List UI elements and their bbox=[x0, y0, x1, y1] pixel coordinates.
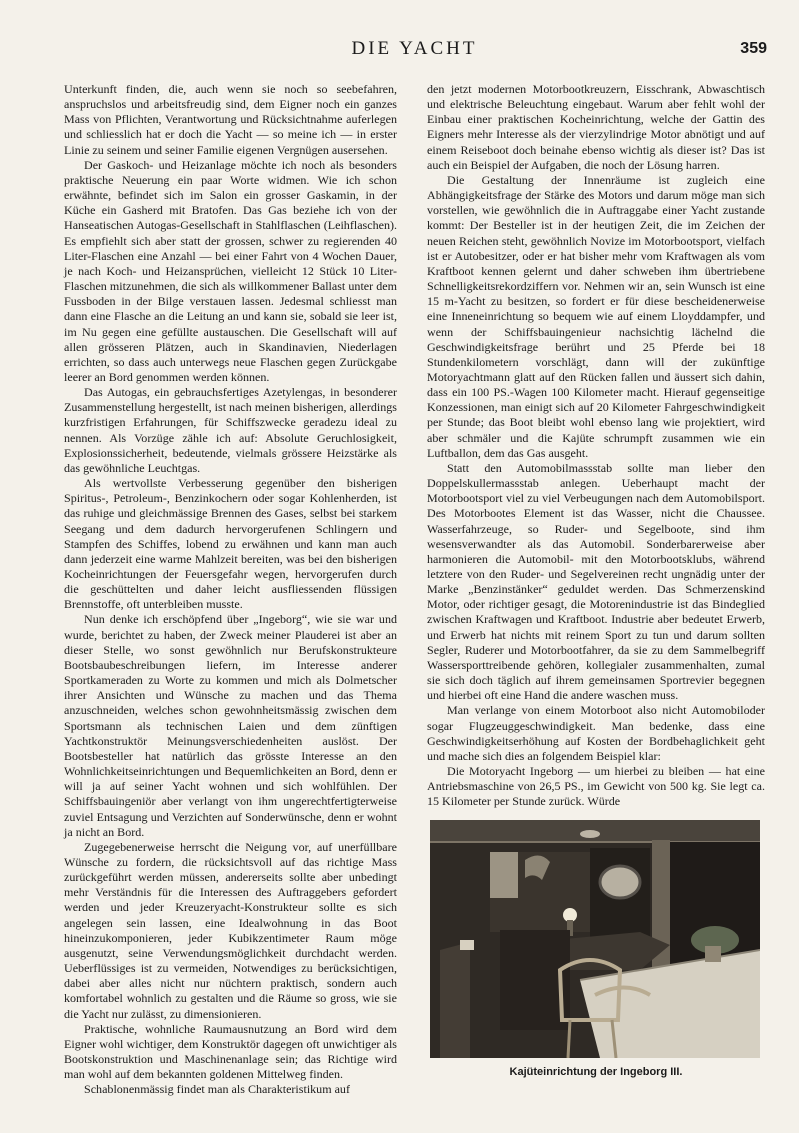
running-header bbox=[62, 38, 767, 66]
paragraph: Als wertvollste Verbesserung gegenüber den bisherigen Spiritus-, Petroleum-, Benzinkochern oder sogar Kohlenherden, ist das ruhige und gleichmässige Brennen des Gases, selbst bei starkem Seegang und dem dadurch hervorgerufenen Schlingern und Stampfen des Schiffes, lobend zu erwähnen und kann man auch dann jederzeit eine warme Mahlzeit bereiten, was bei den bisherigen Kocheinrichtungen der Feuersgefahr wegen, hervorgerufen durch die geschüttelten und daher leicht ausfliessenden flüssigen Brennstoffe, oft unterbleiben musste. bbox=[64, 476, 397, 612]
paragraph: Man verlange von einem Motorboot also nicht Automobiloder sogar Flugzeuggeschwindigkeit. Man bedenke, dass eine Geschwindigkeitserhöhung auf Kosten der Bordbehaglichkeit geht und mache sich dies an folgendem Beispiel klar: bbox=[427, 703, 765, 763]
paragraph: Die Motoryacht Ingeborg — um hierbei zu bleiben — hat eine Antriebsmaschine von 26,5 PS., im Gewicht von 500 kg. Sie legt ca. 15 Kilometer per Stunde zurück. Würde bbox=[427, 764, 765, 809]
paragraph: Der Gaskoch- und Heizanlage möchte ich noch als besonders praktische Neuerung ein paar Worte widmen. Wie ich schon erwähnte, befindet sich im Salon ein grosser Gaskamin, in der Küche ein Gasherd mit Bratofen. Das Gas beziehe ich von der Hanseatischen Autogas-Gesellschaft in Stahlflaschen (Leihflaschen). Es empfiehlt sich aber statt der grossen, schwer zu regierenden 40 Liter-Flaschen eine Anzahl — bei einer Fahrt von 4 Wochen Dauer, je nach Koch- und Heizansprüchen, vielleicht 12 Stück 10 Liter-Flaschen mitzunehmen, die sich als willkommener Ballast unter dem Fussboden in der Bilge verstauen lassen. Jedesmal schliesst man dann eine Flasche an die Leitung an und kann sie, sobald sie leer ist, im Nu gegen eine gefüllte austauschen. Die Gesellschaft will auf allen grösseren Plätzen, auch in Skandinavien, Niederlagen errichten, so dass auch unterwegs neue Flaschen gegen Zurückgabe leerer an Bord genommen werden können. bbox=[64, 157, 397, 384]
paragraph: Praktische, wohnliche Raumausnutzung an Bord wird dem Eigner wohl wichtiger, dem Konstruktör dagegen oft unwichtiger als Bootskonstruktion und Maschinenanlage sein; das Richtige wird man wohl auf dem bekannten goldenen Mittelweg finden. bbox=[64, 1021, 397, 1082]
paragraph: Zugegebenerweise herrscht die Neigung vor, auf unerfüllbare Wünsche zu fordern, die rücksichtsvoll auf das richtige Mass zurückgeführt werden müssen, andererseits sollte aber unbedingt mehr Verständnis für die Interessen des Auftraggebers gefordert werden und jeder Kreuzeryacht-Konstrukteur sollte es sich angelegen sein lassen, eine Idealwohnung in das Boot hineinzukomponieren, jeder Kubikzentimeter Raum möge ausgenutzt, seine Verwendungsmöglichkeit durchdacht werden. Ueberflüssiges ist zu vermeiden, Notwendiges zu berücksichtigen, dabei aber alles nicht nur nüchtern praktisch, sondern auch komfortabel wohnlich zu gestalten und die Räume so gross, wie sie die Yacht nur zulässt, zu dimensionieren. bbox=[64, 839, 397, 1021]
paragraph: Das Autogas, ein gebrauchsfertiges Azetylengas, in besonderer Zusammenstellung hergestellt, ist nach meinen bisherigen, allerdings kurzfristigen Erfahrungen, für Schiffszwecke geradezu ideal zu nennen. Als Vorzüge zähle ich auf: Absolute Geruchlosigkeit, Explosionssicherheit, bedeutende, vielmals grössere Heizstärke als das gewöhnliche Leuchtgas. bbox=[64, 385, 397, 475]
cabin-interior-illustration bbox=[430, 820, 760, 1058]
right-column bbox=[427, 82, 765, 810]
figure-caption: Kajüteinrichtung der Ingeborg III. bbox=[509, 1066, 683, 1078]
paragraph: den jetzt modernen Motorbootkreuzern, Eisschrank, Abwaschtisch und elektrische Beleuchtung eingebaut. Warum aber fehlt wohl der Einbau einer praktischen Kocheinrichtung, welche der Gattin des Eigners mehr Interesse als der vierzylindrige Motor abnötigt und auf einem Reiseboot doch beinahe ebenso wichtig als dieser ist? Das ist auch ein Beispiel der Aufgaben, die noch der Lösung harren. bbox=[427, 82, 765, 172]
paragraph: Unterkunft finden, die, auch wenn sie noch so seebefahren, anspruchslos und arbeitsfreudig sind, dem Eigner noch ein ganzes Mass von Pflichten, Verantwortung und Rücksichtnahme auferlegen und schliesslich hat er doch die Yacht — so meine ich — in erster Linie zu seinem und seiner Familie eigenen Vergnügen ausersehen. bbox=[64, 82, 397, 157]
paragraph: Die Gestaltung der Innenräume ist zugleich eine Abhängigkeitsfrage der Stärke des Motors und darum möge man sich vorstellen, wie gewöhnlich die in Auftraggabe einer Yacht zustande kommt: Der Besteller ist in der heutigen Zeit, die im Zeichen der neuen Reichen steht, gewöhnlich Novize im Motorbootsport, vielfach ist er Autobesitzer, oder er hat bisher mehr vom Kraftwagen als vom Kraftboot kennen gelernt und daher schweben ihm übertriebene Schnelligkeitsrekordziffern vor. Nehmen wir an, sein Wunsch ist eine 15 m-Yacht zu besitzen, so fordert er für diese bescheidenerweise eine Inneneinrichtung so bequem wie auf einem Lloyddampfer, und wenn der Schiffsbauingenieur nachsichtig lächelnd die Geschwindigkeitsfrage berührt und 25 Pferde bei 18 Stundenkilometern vorschlägt, dann will der zukünftige Motoryachtmann glatt auf den Rücken fallen und äussert sich dahin, dass ein 100 PS.-Wagen 100 Kilometer macht. Hierauf gegenseitige Konzessionen, man einigt sich auf 20 Kilometer Fahrgeschwindigkeit per Stunde; das Boot bleibt wohl ebenso lang wie projektiert, wird aber schmäler und die Kajüte schrumpft zusammen wie ein Luftballon, dem das Gas ausgeht. bbox=[427, 172, 765, 460]
journal-title: DIE YACHT bbox=[351, 38, 478, 59]
cabin-photograph bbox=[430, 820, 760, 1058]
page-number: 359 bbox=[740, 40, 767, 57]
paragraph: Statt den Automobilmassstab sollte man lieber den Doppelskullermassstab anlegen. Ueberhaupt macht der Motorbootsport viel zu viel Verbeugungen nach dem Automobilsport. Des Motorbootes Element ist das Wasser, nicht die Chaussee. Wasserfahrzeuge, so Ruder- und Segelboote, sind ihm wesensverwandter als das Automobil. Sonderbarerweise aber harmonieren die Automobil- mit den Motorbootsklubs, während letztere von den Ruder- und Segelvereinen recht ungnädig unter der Marke „Benzinstänker“ geduldet werden. Das Schmerzenskind Motor, oder richtiger gesagt, die Motorenindustrie ist das Bindeglied zwischen Kraftwagen und Kraftboot. Industrie aber bedeutet Erwerb, und Erwerb hat nichts mit reinem Sport zu tun und darum sollten Segler, Ruderer und Motorbootfahrer, da sie zu dem Sammelbegriff Wassersporttreibende gehören, kollegialer zusammenhalten, zumal sie sich doch täglich auf ihrem gemeinsamen Sportrevier begegnen und hierbei oft eine Hand die andere waschen muss. bbox=[427, 460, 765, 703]
paragraph: Schablonenmässig findet man als Charakteristikum auf bbox=[84, 1082, 350, 1097]
left-column bbox=[64, 82, 397, 1097]
paragraph: Nun denke ich erschöpfend über „Ingeborg“, wie sie war und wurde, berichtet zu haben, der Zweck meiner Plauderei ist aber an dieser Stelle, wo sonst gewöhnlich nur Berufskonstrukteure Bootsbaubeschreibungen liefern, im Interesse anderer Sportkameraden zu Worte zu kommen und mich als Dolmetscher ihrer Ansichten und Wünsche zu machen und das Thema anzuschneiden, welches schon gewohnheitsmässig zwischen dem Sportsmann als technischen Laien und dem zünftigen Yachtkonstruktör Meinungsverschiedenheiten auslöst. Der Bootsbesteller hat natürlich das grösste Interesse an den Wohnlichkeitseinrichtungen und Bequemlichkeiten an Bord, denn er will ja auf seiner Yacht wohnen und sich wohlfühlen. Der Schiffsbauingeniör aber verlangt von ihm ungerechtfertigterweise zuviel Entsagung und Verzichten auf Sonderwünsche, denn er wohnt ja nicht an Bord. bbox=[64, 612, 397, 839]
